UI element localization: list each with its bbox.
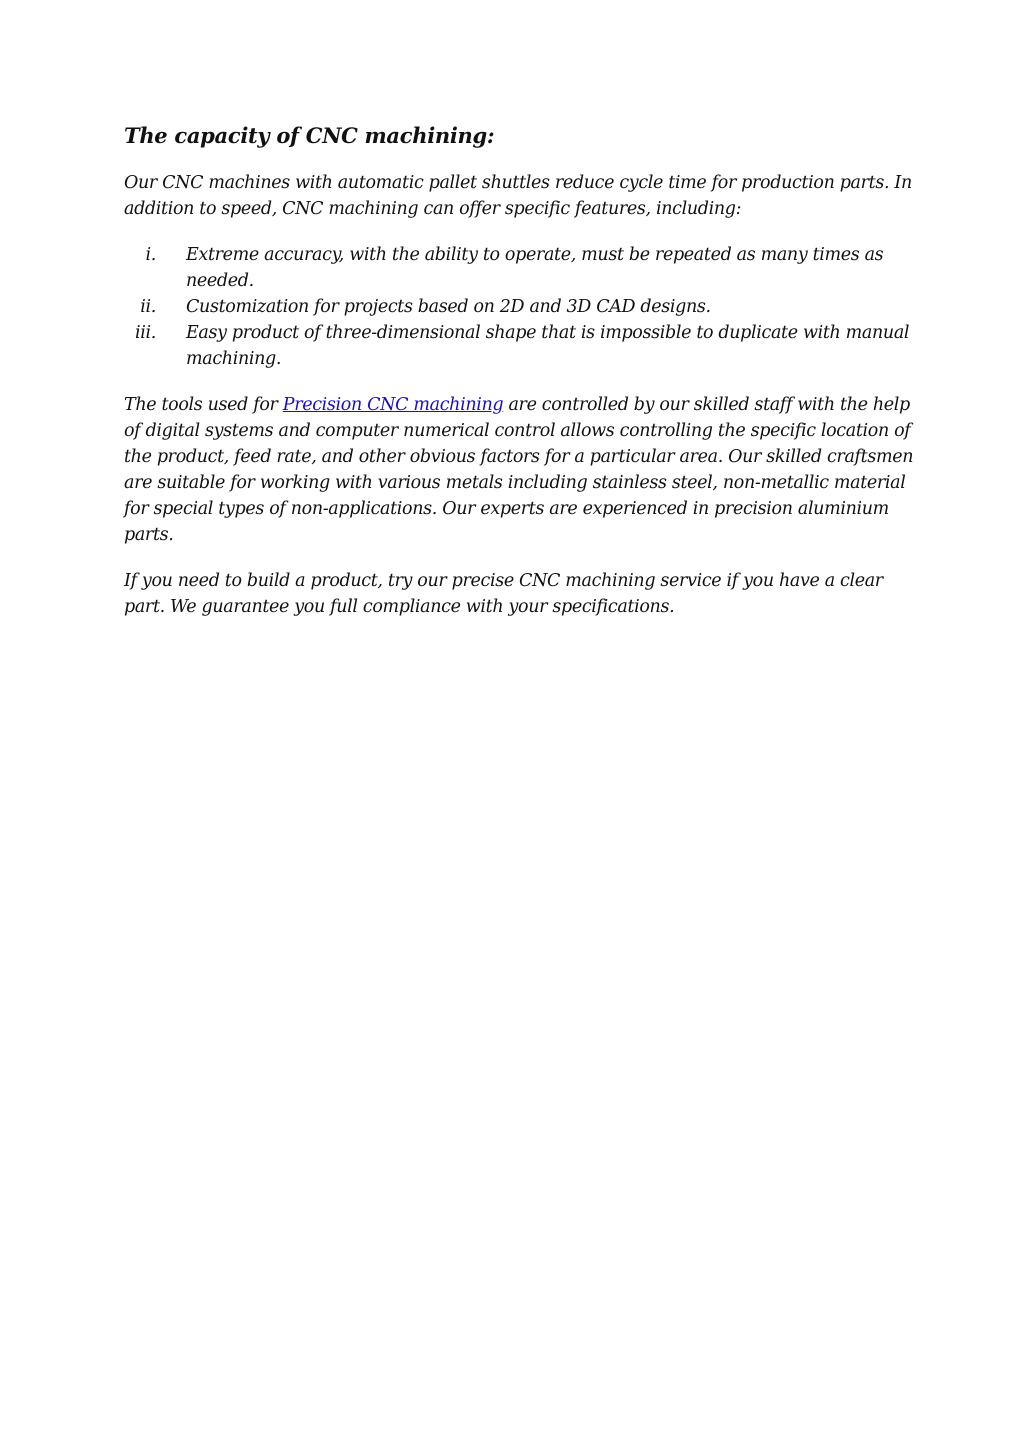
list-item-text: Easy product of three-dimensional shape that is impossible to duplicate with manual machining. bbox=[186, 323, 910, 369]
page-title: The capacity of CNC machining: bbox=[124, 123, 495, 148]
document-body bbox=[124, 120, 914, 640]
list-marker: i. bbox=[145, 245, 156, 265]
list-item bbox=[124, 242, 914, 294]
list-marker: iii. bbox=[135, 323, 156, 343]
tools-paragraph bbox=[124, 392, 914, 548]
list-item-text: Customization for projects based on 2D and 3D CAD designs. bbox=[186, 297, 711, 317]
list-item bbox=[124, 294, 914, 320]
intro-paragraph: Our CNC machines with automatic pallet shuttles reduce cycle time for production parts. In addition to speed, CNC machining can offer specific features, including: bbox=[124, 173, 912, 219]
precision-cnc-machining-link[interactable]: Precision CNC machining bbox=[282, 395, 504, 415]
list-item-text: Extreme accuracy, with the ability to operate, must be repeated as many times as needed. bbox=[186, 245, 884, 291]
closing-paragraph: If you need to build a product, try our precise CNC machining service if you have a clear part. We guarantee you full compliance with your specifications. bbox=[124, 571, 883, 617]
list-item bbox=[124, 320, 914, 372]
features-list bbox=[124, 242, 914, 372]
tools-paragraph-body: are controlled by our skilled staff with the help of digital systems and computer numerical control allows controlling the specific location of the product, feed rate, and other obvious factors for a particular area. Our skilled craftsmen are suitable for working with various metals including stainless steel, non-metallic material for special types of non-applications. Our experts are experienced in precision aluminium parts. bbox=[124, 395, 914, 545]
tools-paragraph-lead: The tools used for bbox=[124, 395, 283, 415]
list-marker: ii. bbox=[140, 297, 156, 317]
